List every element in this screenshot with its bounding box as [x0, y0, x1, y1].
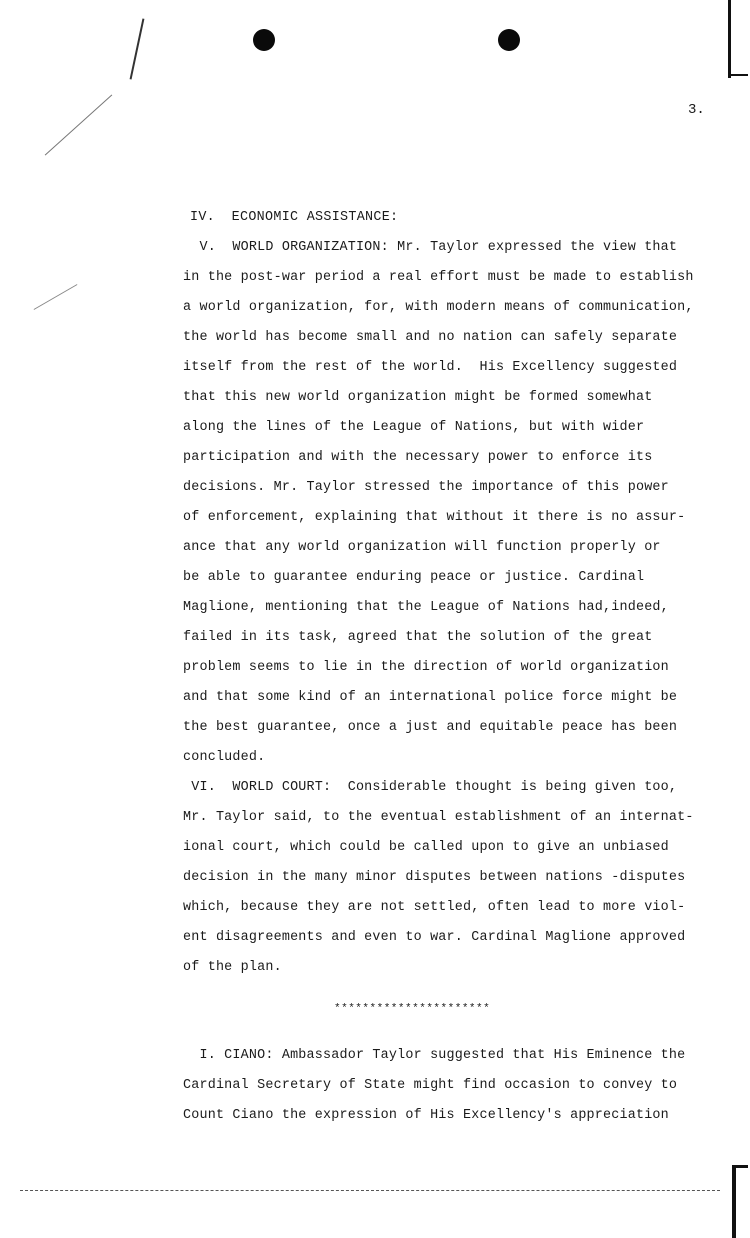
paragraph-v-line: the best guarantee, once a just and equitable peace has been — [183, 720, 678, 735]
section-iv-heading: IV. ECONOMIC ASSISTANCE: — [190, 210, 399, 225]
binder-hole-right — [498, 29, 520, 51]
paragraph-v-line: the world has become small and no nation can safely separate — [183, 330, 678, 345]
scan-fold-line — [20, 1190, 720, 1191]
paragraph-v-line: V. WORLD ORGANIZATION: Mr. Taylor expressed the view that — [183, 240, 678, 255]
paragraph-v-line: that this new world organization might be formed somewhat — [183, 390, 653, 405]
scan-mark-right-edge-bottom-tick — [732, 1165, 748, 1168]
paragraph-v-line: concluded. — [183, 750, 266, 765]
paragraph-v-line: itself from the rest of the world. His Excellency suggested — [183, 360, 678, 375]
paragraph-vi-line: which, because they are not settled, often lead to more viol- — [183, 900, 686, 915]
section-separator: ********************** — [334, 1003, 491, 1015]
paragraph-v-line: ance that any world organization will function properly or — [183, 540, 661, 555]
scan-mark-diagonal — [45, 95, 113, 156]
paragraph-vi-line: ent disagreements and even to war. Cardinal Maglione approved — [183, 930, 686, 945]
scan-mark-right-edge-top-tick — [728, 74, 748, 76]
paragraph-vi-line: VI. WORLD COURT: Considerable thought is being given too, — [183, 780, 678, 795]
page-number: 3. — [688, 102, 705, 118]
paragraph-v-line: along the lines of the League of Nations, but with wider — [183, 420, 645, 435]
paragraph-v-line: Maglione, mentioning that the League of Nations had,indeed, — [183, 600, 669, 615]
paragraph-vi-line: decision in the many minor disputes between nations -disputes — [183, 870, 686, 885]
paragraph-v-line: and that some kind of an international police force might be — [183, 690, 678, 705]
scan-mark-left-mid — [34, 284, 78, 310]
scan-mark-top-left — [130, 18, 145, 79]
paragraph-v-line: a world organization, for, with modern means of communication, — [183, 300, 694, 315]
paragraph-vi-line: Mr. Taylor said, to the eventual establishment of an internat- — [183, 810, 694, 825]
paragraph-vi-line: ional court, which could be called upon to give an unbiased — [183, 840, 669, 855]
paragraph-v-line: problem seems to lie in the direction of world organization — [183, 660, 669, 675]
paragraph-i-line: I. CIANO: Ambassador Taylor suggested that His Eminence the — [183, 1048, 686, 1063]
paragraph-v-line: participation and with the necessary power to enforce its — [183, 450, 653, 465]
paragraph-v-line: decisions. Mr. Taylor stressed the importance of this power — [183, 480, 669, 495]
scan-mark-right-edge-top — [728, 0, 731, 78]
paragraph-v-line: of enforcement, explaining that without it there is no assur- — [183, 510, 686, 525]
paragraph-vi-line: of the plan. — [183, 960, 282, 975]
paragraph-i-line: Count Ciano the expression of His Excellency's appreciation — [183, 1108, 669, 1123]
scan-mark-right-edge-bottom — [732, 1165, 736, 1238]
binder-hole-left — [253, 29, 275, 51]
paragraph-v-line: failed in its task, agreed that the solution of the great — [183, 630, 653, 645]
paragraph-i-line: Cardinal Secretary of State might find occasion to convey to — [183, 1078, 678, 1093]
paragraph-v-line: in the post-war period a real effort must be made to establish — [183, 270, 694, 285]
paragraph-v-line: be able to guarantee enduring peace or justice. Cardinal — [183, 570, 645, 585]
